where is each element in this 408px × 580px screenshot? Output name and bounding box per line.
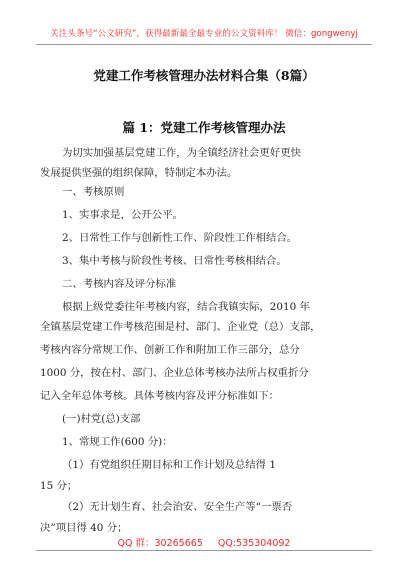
section-title: 篇 1：党建工作考核管理办法	[122, 120, 286, 135]
body-line: 1、实事求是，公开公平。	[62, 209, 183, 221]
header-note: 关注头条号“公文研究”，获得最新最全最专业的公文资料库！ 微信：gongwenyj	[50, 29, 358, 39]
body-line: 全镇基层党建工作考核范围是村、部门、企业党（总）支部，	[40, 321, 321, 333]
body-line: 决”项目得 40 分；	[40, 522, 128, 534]
body-line: （2）无计划生育、社会治安、安全生产等“一票否	[62, 501, 293, 513]
body-line: 记入全年总体考核。具体考核内容及评分标准如下：	[40, 390, 279, 402]
header-divider	[36, 44, 372, 45]
footer-contact	[0, 535, 408, 549]
body-line: 二、考核内容及评分标准	[62, 278, 177, 290]
body-line: 一、考核原则	[62, 186, 125, 198]
body-line: （1）有党组织任期目标和工作计划及总结得 1	[62, 459, 276, 471]
body-line: 2、日常性工作与创新性工作、阶段性工作相结合。	[62, 232, 298, 244]
footer-qq: QQ:535304092	[217, 538, 291, 549]
footer-qq-group: QQ 群：30265665	[117, 538, 203, 549]
body-line: 考核内容分常规工作、创新工作和附加工作三部分，总分	[40, 344, 300, 356]
document-title: 党建工作考核管理办法材料合集（8篇）	[93, 68, 315, 83]
body-line: 15 分；	[40, 480, 78, 492]
body-line: 1000 分，按在村、部门、企业总体考核办法所占权重折分	[40, 367, 309, 379]
footer-divider	[36, 550, 372, 551]
body-line: 根据上级党委往年考核内容，结合我镇实际，2010 年	[62, 301, 310, 313]
body-line: 发展提供坚强的组织保障，特制定本办法。	[40, 167, 238, 179]
body-line: 1、常规工作(600 分)：	[62, 436, 173, 448]
body-line: 3、集中考核与阶段性考核、日常性考核相结合。	[62, 255, 287, 267]
body-line: 为切实加强基层党建工作，为全镇经济社会更好更快	[62, 147, 301, 159]
body-line: (一)村党(总)支部	[62, 413, 141, 425]
